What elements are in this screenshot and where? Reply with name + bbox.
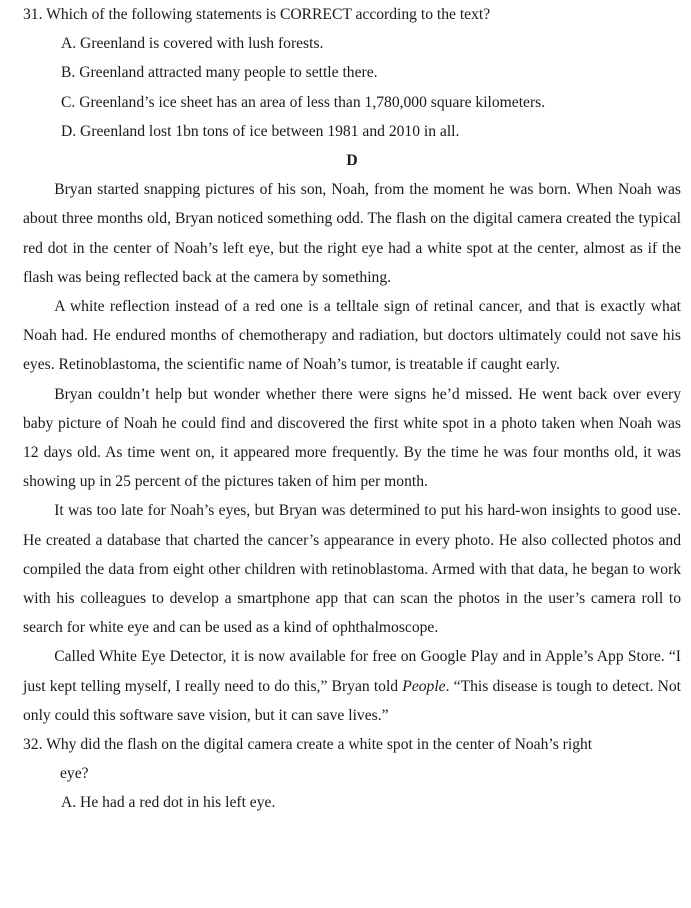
paragraph-5-text-after: . “This disease is tough to detect. Not only could this software save vision, but it can save lives.” xyxy=(23,677,681,724)
question-31-option-d: D. Greenland lost 1bn tons of ice between 1981 and 2010 in all. xyxy=(61,122,460,140)
paragraph-5-text-before: Called White Eye Detector, it is now available for free on Google Play and in Apple’s App Store. “I just kept telling myself, I really need to do this,” Bryan told xyxy=(23,648,681,695)
magazine-name: People xyxy=(402,677,446,695)
question-31-option-a: A. Greenland is covered with lush forests. xyxy=(61,35,324,53)
question-32-stem: 32. Why did the flash on the digital camera create a white spot in the center of Noah’s right xyxy=(23,736,593,754)
question-32-stem-continued: eye? xyxy=(60,765,89,783)
passage xyxy=(23,175,681,730)
question-32-option-a: A. He had a red dot in his left eye. xyxy=(61,794,276,812)
question-31-option-b: B. Greenland attracted many people to settle there. xyxy=(61,64,378,82)
passage-paragraph-5 xyxy=(23,642,681,730)
question-31-stem: 31. Which of the following statements is CORRECT according to the text? xyxy=(23,6,491,23)
passage-paragraph-4: It was too late for Noah’s eyes, but Bryan was determined to put his hard-won insights to good use. He created a database that charted the cancer’s appearance in every photo. He also collected photos and compiled the data from eight other children with retinoblastoma. Armed with that data, he began to work with his colleagues to develop a smartphone app that can scan the photos in the user’s camera roll to search for white eye and can be used as a kind of ophthalmoscope. xyxy=(23,502,681,637)
section-heading: D xyxy=(346,152,358,170)
passage-paragraph-1: Bryan started snapping pictures of his son, Noah, from the moment he was born. When Noah was about three months old, Bryan noticed something odd. The flash on the digital camera created the typical red dot in the center of Noah’s left eye, but the right eye had a white spot at the center, almost as if the flash was being reflected back at the camera by something. xyxy=(23,181,681,286)
passage-paragraph-2: A white reflection instead of a red one is a telltale sign of retinal cancer, and that is exactly what Noah had. He endured months of chemotherapy and radiation, but doctors ultimately could not save his eyes. Retinoblastoma, the scientific name of Noah’s tumor, is treatable if caught early. xyxy=(23,298,681,374)
question-31 xyxy=(23,0,681,146)
question-32 xyxy=(23,730,681,818)
passage-paragraph-3: Bryan couldn’t help but wonder whether there were signs he’d missed. He went back over every baby picture of Noah he could find and discovered the first white spot in a photo taken when Noah was 12 days old. As time went on, it appeared more frequently. By the time he was four months old, it was showing up in 25 percent of the pictures taken of him per month. xyxy=(23,385,681,491)
question-31-option-c: C. Greenland’s ice sheet has an area of less than 1,780,000 square kilometers. xyxy=(61,93,546,111)
